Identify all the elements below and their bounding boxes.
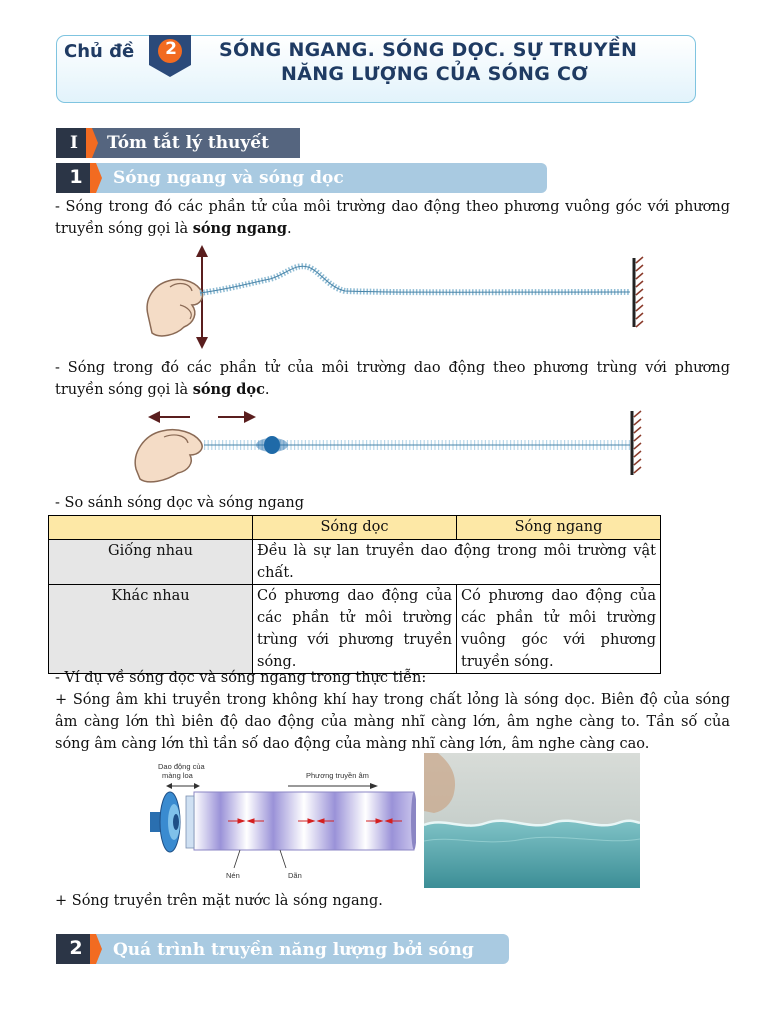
examples-intro: - Ví dụ về sóng dọc và sóng ngang trong thực tiễn: — [55, 670, 427, 686]
section-title: Tóm tắt lý thuyết — [107, 133, 269, 153]
subsection-2-number: 2 — [69, 937, 83, 959]
water-wave-example: + Sóng truyền trên mặt nước là sóng ngang. — [55, 893, 383, 909]
subsection-1-number: 1 — [69, 166, 83, 188]
different-transverse: Có phương dao động của các phần tử môi trường vuông góc với phương truyền sóng. — [457, 585, 661, 674]
sound-wave-example: + Sóng âm khi truyền trong không khí hay trong chất lỏng là sóng dọc. Biên độ của sóng âm càng lớn thì biên độ dao động của màng nhĩ càng lớn, âm nghe càng to. Tần số của sóng âm càng lớn thì tần số dao động của màng nhĩ càng lớn, âm nghe càng cao. — [55, 692, 730, 752]
comparison-table — [48, 515, 661, 674]
label-compression: Nén — [226, 871, 240, 880]
term-transverse: sóng ngang — [192, 220, 288, 237]
topic-label: Chủ đề — [64, 41, 135, 62]
term-longitudinal: sóng dọc — [192, 381, 265, 398]
table-row-different — [49, 585, 661, 674]
sound-wave-figure — [148, 756, 416, 884]
topic-number: 2 — [165, 39, 177, 59]
label-direction: Phương truyền âm — [306, 771, 369, 780]
water-surface-photo — [424, 753, 640, 888]
compare-intro: - So sánh sóng dọc và sóng ngang — [55, 495, 305, 511]
header-transverse: Sóng ngang — [457, 516, 661, 540]
longitudinal-definition: - Sóng trong đó các phần tử của môi trường dao động theo phương trùng với phương truyền sóng gọi là sóng dọc. — [55, 360, 730, 398]
similar-text: Đều là sự lan truyền dao động trong môi trường vật chất. — [253, 540, 661, 585]
label-rarefaction: Dãn — [288, 871, 302, 880]
table-header-row — [49, 516, 661, 540]
longitudinal-wave-figure — [122, 405, 652, 487]
label-membrane-2: màng loa — [162, 771, 193, 780]
different-longitudinal: Có phương dao động của các phần tử môi trường trùng với phương truyền sóng. — [253, 585, 457, 674]
header-empty-cell — [49, 516, 253, 540]
table-row-similar — [49, 540, 661, 585]
transverse-definition: - Sóng trong đó các phần tử của môi trường dao động theo phương vuông góc với phương truyền sóng gọi là sóng ngang. — [55, 199, 730, 237]
subsection-2-title: Quá trình truyền năng lượng bởi sóng — [113, 940, 474, 960]
header-longitudinal: Sóng dọc — [253, 516, 457, 540]
row-label-different: Khác nhau — [49, 585, 253, 674]
row-label-similar: Giống nhau — [49, 540, 253, 585]
topic-title-line-1: SÓNG NGANG. SÓNG DỌC. SỰ TRUYỀN — [219, 39, 638, 61]
subsection-1-title: Sóng ngang và sóng dọc — [113, 168, 344, 188]
section-number: I — [70, 133, 78, 153]
topic-title-line-2: NĂNG LƯỢNG CỦA SÓNG CƠ — [281, 63, 589, 85]
label-membrane-1: Dao động của — [158, 762, 205, 771]
transverse-wave-figure — [140, 243, 650, 351]
section-arrow-icon — [86, 128, 98, 158]
